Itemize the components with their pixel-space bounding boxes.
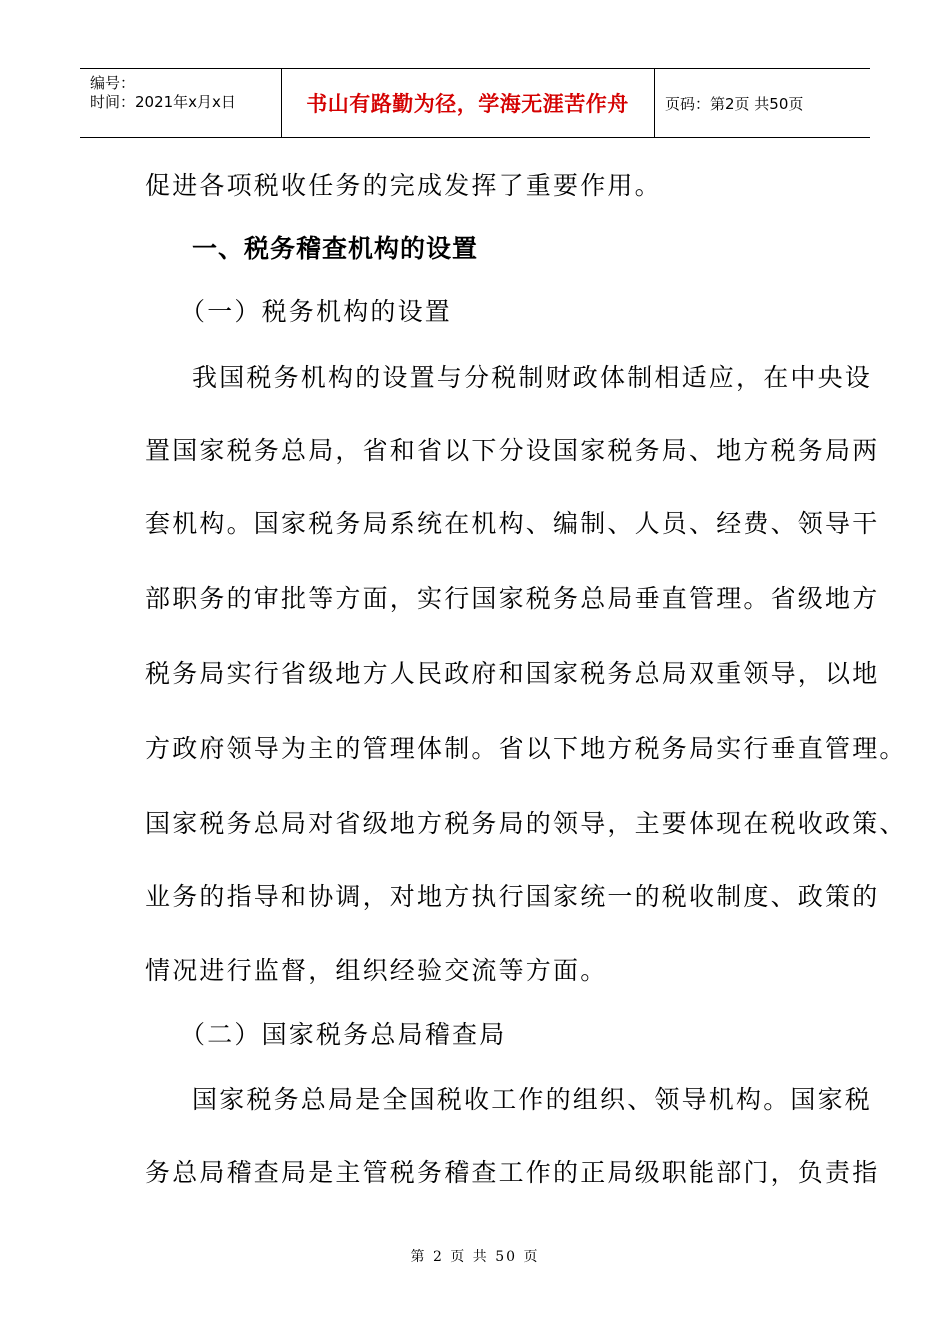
subsection-heading: （一）税务机构的设置: [180, 297, 453, 326]
body-line: 套机构。国家税务局系统在机构、编制、人员、经费、领导干: [145, 509, 880, 538]
subsection-heading: （二）国家税务总局稽查局: [180, 1020, 507, 1049]
document-number-label: 编号：: [90, 74, 136, 92]
body-line: 务总局稽查局是主管税务稽查工作的正局级职能部门，负责指: [145, 1158, 880, 1187]
header-divider: [654, 69, 655, 137]
body-line: 国家税务总局是全国税收工作的组织、领导机构。国家税: [192, 1085, 873, 1114]
header-page-info: 页码：第2页 共50页: [665, 94, 804, 113]
page-footer: 第 2 页 共 50 页: [410, 1249, 540, 1265]
section-heading: 一、税务稽查机构的设置: [192, 234, 479, 263]
body-line: 税务局实行省级地方人民政府和国家税务总局双重领导，以地: [145, 659, 880, 688]
body-line: 国家税务总局对省级地方税务局的领导，主要体现在税收政策、: [145, 809, 907, 838]
body-line: 方政府领导为主的管理体制。省以下地方税务局实行垂直管理。: [145, 734, 907, 763]
body-line: 部职务的审批等方面，实行国家税务总局垂直管理。省级地方: [145, 584, 880, 613]
body-line: 我国税务机构的设置与分税制财政体制相适应，在中央设: [192, 363, 873, 392]
body-line: 促进各项税收任务的完成发挥了重要作用。: [145, 171, 662, 200]
body-line: 业务的指导和协调，对地方执行国家统一的税收制度、政策的: [145, 882, 880, 911]
body-line: 情况进行监督，组织经验交流等方面。: [145, 956, 608, 985]
document-header: [80, 68, 870, 138]
header-meta: [80, 69, 281, 137]
header-motto: 书山有路勤为径，学海无涯苦作舟: [306, 92, 629, 116]
body-line: 置国家税务总局，省和省以下分设国家税务局、地方税务局两: [145, 436, 880, 465]
document-time-label: 时间：2021年x月x日: [90, 93, 236, 111]
